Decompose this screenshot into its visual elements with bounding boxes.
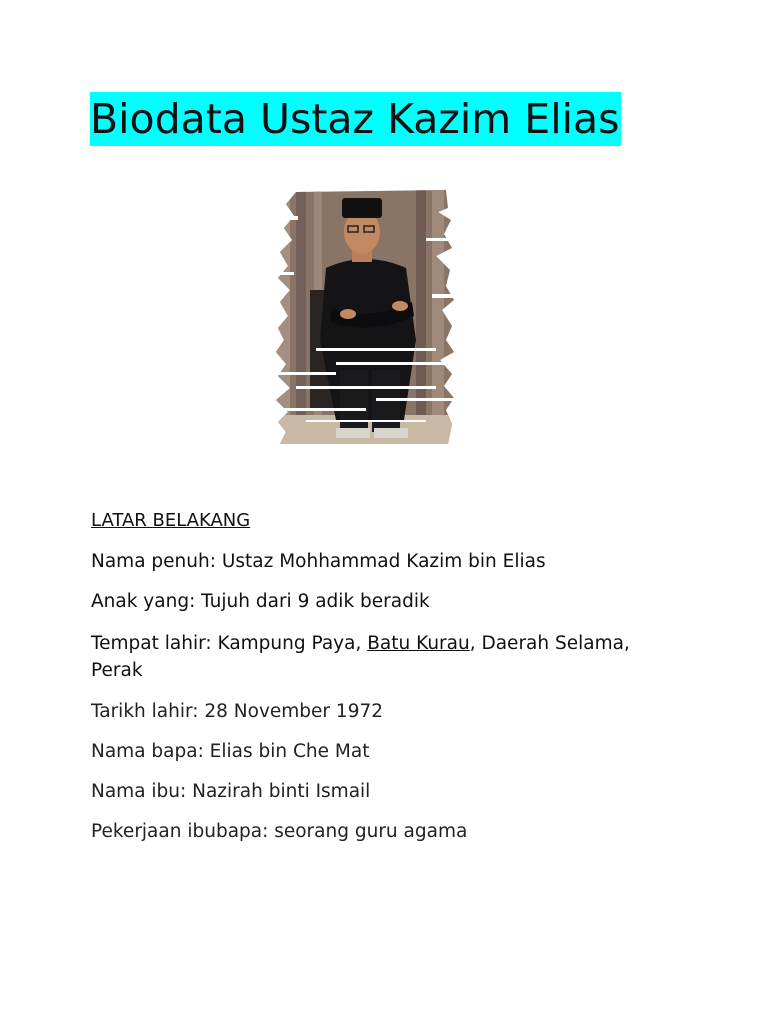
- field-anak-yang: Anak yang: Tujuh dari 9 adik beradik: [91, 591, 430, 612]
- portrait-photo-image: [276, 190, 456, 446]
- field-tempat-lahir-suffix: , Daerah Selama, Perak: [91, 633, 630, 681]
- field-tempat-lahir-label: Tempat lahir: [91, 633, 206, 654]
- section-heading-latar-belakang: LATAR BELAKANG: [91, 510, 251, 531]
- field-tempat-lahir: [91, 630, 651, 684]
- page-title: Biodata Ustaz Kazim Elias: [90, 92, 621, 146]
- field-pekerjaan-ibubapa: Pekerjaan ibubapa: seorang guru agama: [91, 821, 468, 842]
- field-tarikh-lahir: Tarikh lahir: 28 November 1972: [91, 701, 383, 722]
- batu-kurau-link[interactable]: Batu Kurau: [367, 633, 470, 654]
- field-nama-penuh: Nama penuh: Ustaz Mohhammad Kazim bin Elias: [91, 551, 546, 572]
- field-nama-ibu: Nama ibu: Nazirah binti Ismail: [91, 781, 371, 802]
- portrait-photo: [276, 190, 456, 446]
- field-nama-bapa: Nama bapa: Elias bin Che Mat: [91, 741, 370, 762]
- field-tempat-lahir-prefix: : Kampung Paya,: [205, 633, 368, 654]
